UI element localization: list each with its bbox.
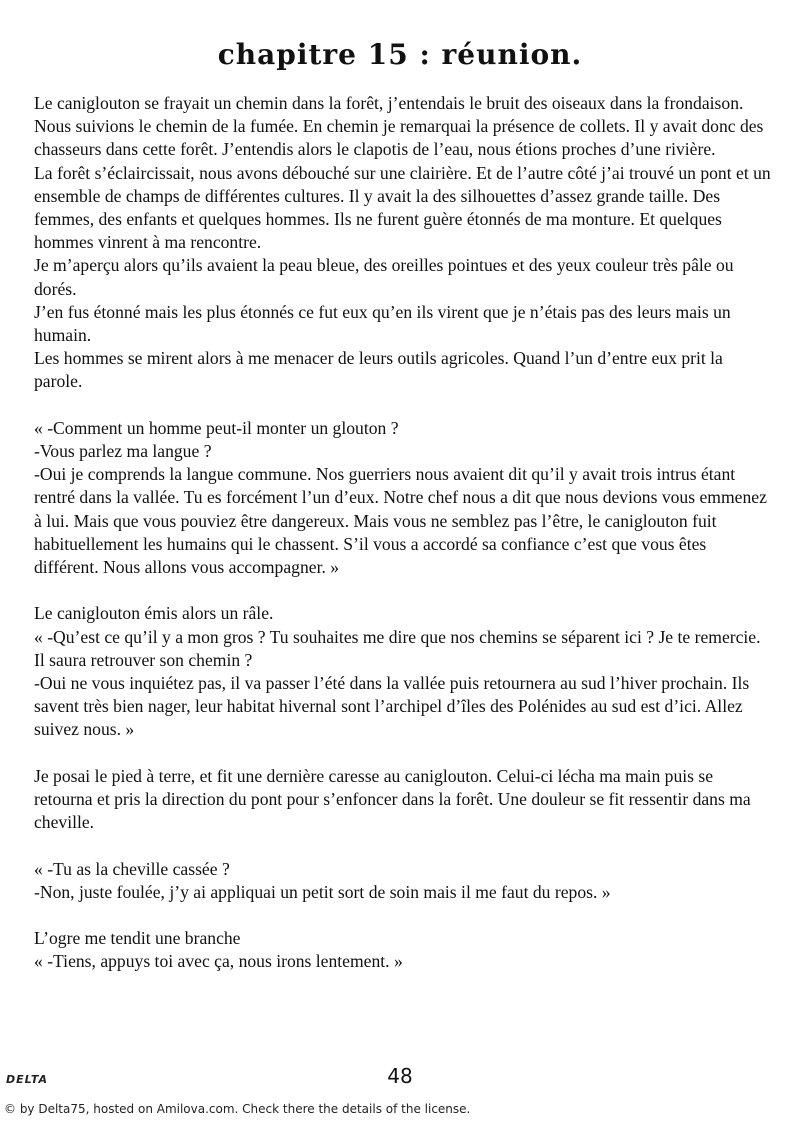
- paragraph: Je m’aperçu alors qu’ils avaient la peau bleue, des oreilles pointues et des yeux couleur très pâle ou dorés.: [34, 255, 734, 299]
- delta-logo: DELTA: [6, 1073, 48, 1086]
- paragraph: Nous suivions le chemin de la fumée. En chemin je remarquai la présence de collets. Il y avait donc des chasseurs dans cette forêt. J’entendis alors le clapotis de l’eau, nous étions proches d’une rivière.: [34, 116, 764, 160]
- paragraph: J’en fus étonné mais les plus étonnés ce fut eux qu’en ils virent que je n’étais pas des leurs mais un humain.: [34, 301, 731, 346]
- paragraph-gap: [34, 904, 774, 927]
- dialogue-line: « -Comment un homme peut-il monter un glouton ?: [34, 417, 399, 438]
- dialogue-line: -Oui je comprends la langue commune. Nos guerriers nous avaient dit qu’il y avait trois intrus étant rentré dans la vallée. Tu es forcément l’un d’eux. Notre chef nous a dit que nous devions vous emmenez à lui. Mais que vous pouviez être dangereux. Mais vous ne semblez pas l’être, le caniglouton fuit habituellement les humains qui le chassent. S’il vous a accordé sa confiance c’est que vous êtes différent. Nous allons vous accompagner. »: [34, 464, 767, 578]
- paragraph: Le caniglouton émis alors un râle.: [34, 603, 274, 624]
- license-notice: © by Delta75, hosted on Amilova.com. Check there the details of the license.: [4, 1102, 471, 1116]
- dialogue-line: -Vous parlez ma langue ?: [34, 441, 212, 462]
- chapter-body: [34, 92, 774, 974]
- dialogue-line: « -Qu’est ce qu’il y a mon gros ? Tu souhaites me dire que nos chemins se séparent ici ? Je te remercie. Il saura retrouver son chemin ?: [34, 626, 761, 670]
- paragraph-gap: [34, 394, 774, 417]
- dialogue-line: « -Tiens, appuys toi avec ça, nous irons lentement. »: [34, 951, 403, 972]
- paragraph-gap: [34, 834, 774, 857]
- paragraph: Je posai le pied à terre, et fit une dernière caresse au caniglouton. Celui-ci lécha ma main puis se retourna et pris la direction du pont pour s’enfoncer dans la forêt. Une douleur se fit ressentir dans ma cheville.: [34, 765, 751, 833]
- paragraph: La forêt s’éclaircissait, nous avons débouché sur une clairière. Et de l’autre côté j’ai trouvé un pont et un ensemble de champs de différentes cultures. Il y avait la des silhouettes d’assez grande taille. Des femmes, des enfants et quelques hommes. Ils ne furent guère étonnés de ma monture. Et quelques hommes vinrent à ma rencontre.: [34, 162, 771, 253]
- dialogue-line: « -Tu as la cheville cassée ?: [34, 858, 230, 879]
- dialogue-line: -Oui ne vous inquiétez pas, il va passer l’été dans la vallée puis retournera au sud l’hiver prochain. Ils savent très bien nager, leur habitat hivernal sont l’archipel d’îles des Polénides au sud est d’ici. Allez suivez nous. »: [34, 673, 750, 740]
- paragraph: Le caniglouton se frayait un chemin dans la forêt, j’entendais le bruit des oiseaux dans la frondaison.: [34, 93, 744, 113]
- dialogue-line: -Non, juste foulée, j’y ai appliquai un petit sort de soin mais il me faut du repos. »: [34, 881, 611, 902]
- page-number: 48: [387, 1064, 413, 1088]
- page-title: chapitre 15 : réunion.: [217, 38, 583, 71]
- paragraph: L’ogre me tendit une branche: [34, 928, 241, 949]
- paragraph-gap: [34, 742, 774, 765]
- paragraph-gap: [34, 579, 774, 602]
- paragraph: Les hommes se mirent alors à me menacer de leurs outils agricoles. Quand l’un d’entre eux prit la parole.: [34, 348, 723, 392]
